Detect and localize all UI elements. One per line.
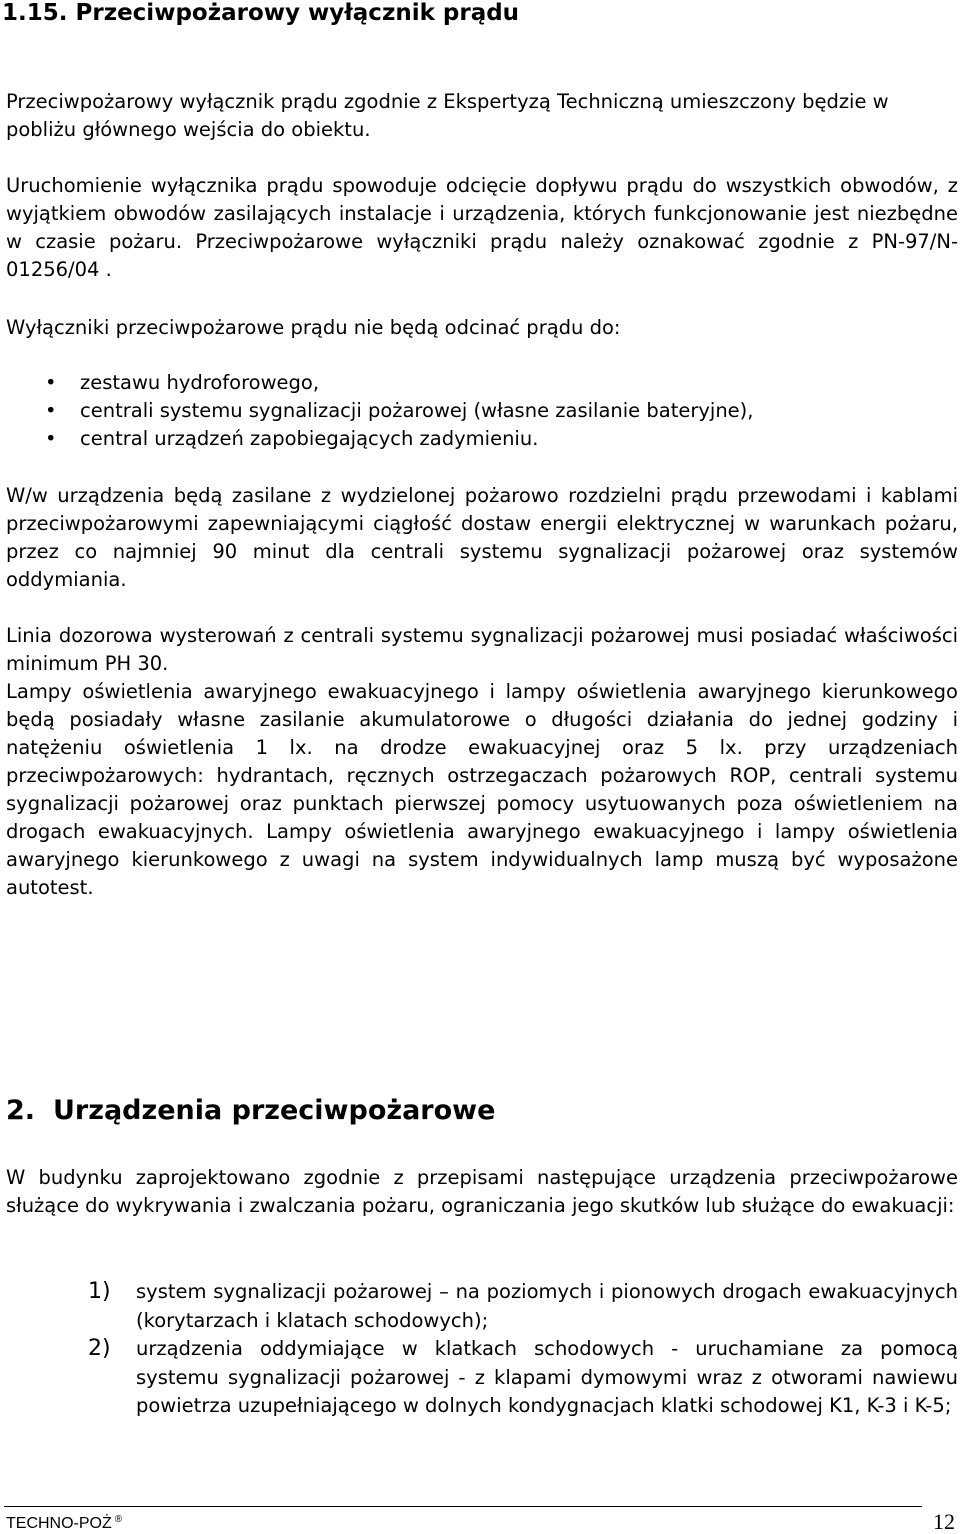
section-heading: 1.15. Przeciwpożarowy wyłącznik prądu (2, 0, 520, 26)
page-number: 12 (933, 1509, 955, 1534)
list-item (88, 1335, 958, 1421)
list-item-text: zestawu hydroforowego, (80, 371, 320, 394)
paragraph: Linia dozorowa wysterowań z centrali systemu sygnalizacji pożarowej musi posiadać właściwości minimum PH 30. (6, 624, 958, 675)
paragraph: Wyłączniki przeciwpożarowe prądu nie będą odcinać prądu do: (6, 316, 621, 339)
list-item (45, 397, 753, 425)
paragraph: Uruchomienie wyłącznika prądu spowoduje odcięcie dopływu prądu do wszystkich obwodów, z wyjątkiem obwodów zasilających instalacje i urządzenia, których funkcjonowanie jest niezbędne w czasie pożaru. Przeciwpożarowe wyłączniki prądu należy oznakować zgodnie z PN-97/N-01256/04 . (6, 174, 958, 281)
section-heading (6, 1093, 495, 1129)
list-item-text: centrali systemu sygnalizacji pożarowej (własne zasilanie bateryjne), (80, 399, 754, 422)
section-title: Urządzenia przeciwpożarowe (53, 1095, 496, 1126)
section-number: 2. (6, 1095, 36, 1126)
bullet-icon: • (45, 427, 57, 450)
list-item-number: 2) (88, 1336, 111, 1361)
registered-mark: ® (114, 1514, 123, 1525)
list-item-text: system sygnalizacji pożarowej – na poziomych i pionowych drogach ewakuacyjnych (korytarzach i klatach schodowych); (136, 1280, 958, 1332)
list-item-text: central urządzeń zapobiegających zadymieniu. (80, 427, 539, 450)
footer-company (6, 1511, 122, 1533)
bullet-icon: • (45, 399, 57, 422)
paragraph: W budynku zaprojektowano zgodnie z przepisami następujące urządzenia przeciwpożarowe służące do wykrywania i zwalczania pożaru, ograniczania jego skutków lub służące do ewakuacji: (6, 1166, 958, 1217)
list-item (45, 369, 753, 397)
numbered-list (88, 1278, 958, 1421)
paragraph: Lampy oświetlenia awaryjnego ewakuacyjnego i lampy oświetlenia awaryjnego kierunkowego będą posiadały własne zasilanie akumulatorowe o długości działania do jednej godziny i natężeniu oświetlenia 1 lx. na drodze ewakuacyjnej oraz 5 lx. przy urządzeniach przeciwpożarowych: hydrantach, ręcznych ostrzegaczach pożarowych ROP, centrali systemu sygnalizacji pożarowej oraz punktach pierwszej pomocy usytuowanych poza oświetleniem na drogach ewakuacyjnych. Lampy oświetlenia awaryjnego ewakuacyjnego i lampy oświetlenia awaryjnego kierunkowego z uwagi na system indywidualnych lamp muszą być wyposażone autotest. (6, 680, 958, 899)
company-name: TECHNO-POŻ (6, 1515, 112, 1532)
bullet-icon: • (45, 371, 57, 394)
list-item-number: 1) (88, 1279, 111, 1304)
list-item (88, 1278, 958, 1335)
footer-divider (4, 1506, 922, 1507)
list-item-text: urządzenia oddymiające w klatkach schodowych - uruchamiane za pomocą systemu sygnalizacji pożarowej - z klapami dymowymi wraz z otworami nawiewu powietrza uzupełniającego w dolnych kondygnacjach klatki schodowej K1, K-3 i K-5; (136, 1337, 958, 1417)
paragraph: Przeciwpożarowy wyłącznik prądu zgodnie z Ekspertyzą Techniczną umieszczony będzie w pobliżu głównego wejścia do obiektu. (6, 90, 889, 141)
list-item (45, 425, 753, 453)
paragraph: W/w urządzenia będą zasilane z wydzielonej pożarowo rozdzielni prądu przewodami i kablami przeciwpożarowymi zapewniającymi ciągłość dostaw energii elektrycznej w warunkach pożaru, przez co najmniej 90 minut dla centrali systemu sygnalizacji pożarowej oraz systemów oddymiania. (6, 484, 958, 591)
bullet-list (45, 369, 753, 453)
